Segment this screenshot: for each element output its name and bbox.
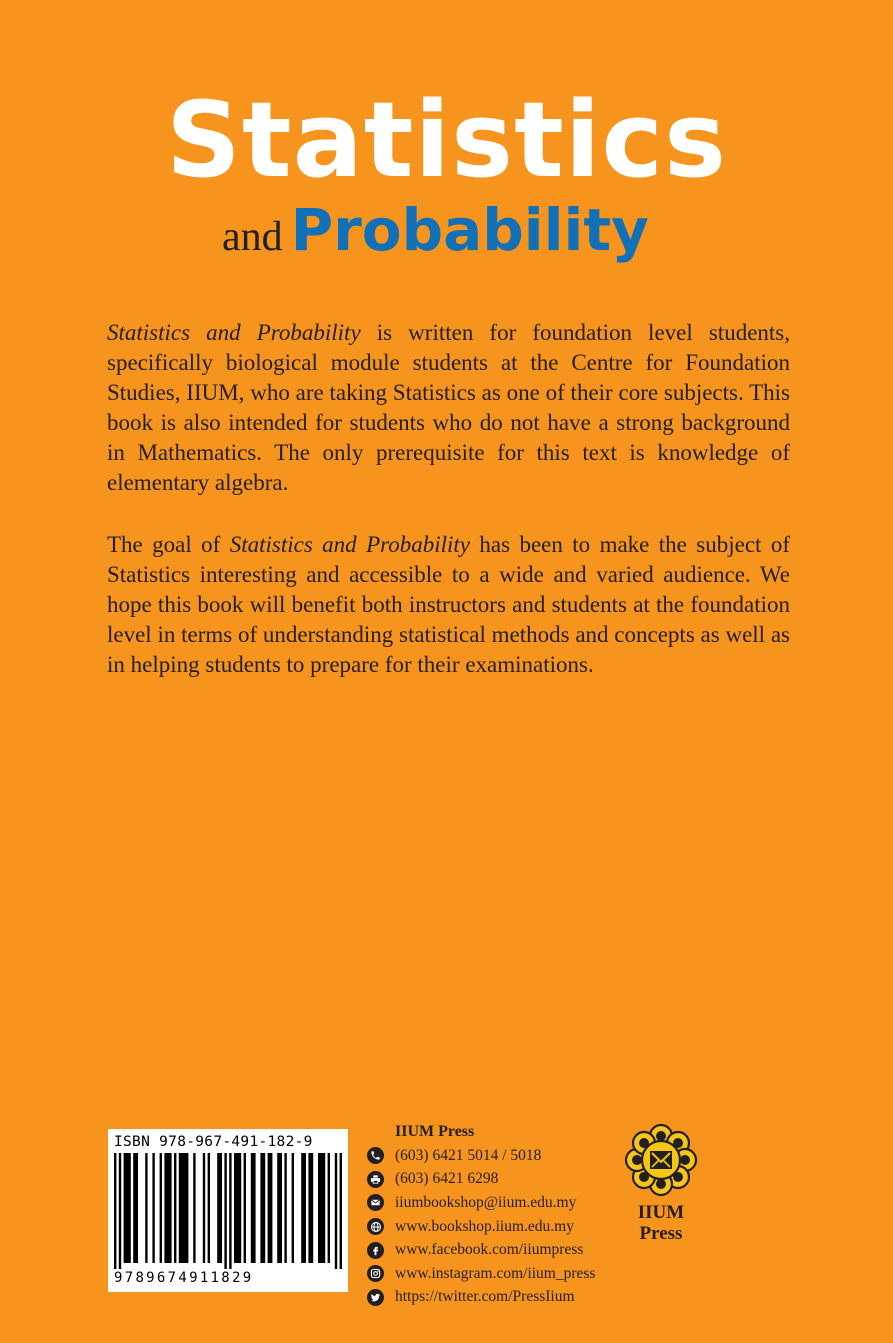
contact-text: (603) 6421 6298 <box>395 1170 499 1188</box>
iium-press-logo <box>623 1122 699 1244</box>
barcode-bar <box>301 1153 306 1263</box>
barcode-bar <box>268 1153 273 1263</box>
book-title-italic: Statistics and Probability <box>107 320 361 345</box>
barcode-bar <box>328 1153 330 1263</box>
contact-fax <box>367 1168 595 1192</box>
contact-facebook <box>367 1238 595 1262</box>
barcode-bar <box>234 1153 241 1263</box>
instagram-icon <box>367 1265 384 1282</box>
blurb-text: has been to make the subject of Statistics interesting and accessible to a wide and varied audience. We hope this book will benefit both instructors and students at the foundation level in terms of understanding statistical methods and concepts as well as in helping students to prepare for their examinations. <box>107 532 790 677</box>
contact-text: www.instagram.com/iium_press <box>395 1264 596 1282</box>
globe-icon <box>367 1218 384 1235</box>
barcode-bar <box>217 1153 222 1263</box>
title-probability: Probability <box>290 196 649 264</box>
barcode-bars <box>114 1153 342 1269</box>
email-icon <box>367 1194 384 1211</box>
contact-text: www.facebook.com/iiumpress <box>395 1241 584 1259</box>
logo-text-press: Press <box>639 1223 683 1244</box>
blurb-paragraph-1 <box>107 318 790 498</box>
barcode-bar <box>174 1153 176 1263</box>
facebook-icon <box>367 1242 384 1259</box>
barcode-bar <box>160 1153 162 1263</box>
barcode-bar <box>292 1153 294 1263</box>
title-statistics: Statistics <box>166 79 727 201</box>
barcode-bar <box>179 1153 189 1263</box>
publisher-contact <box>367 1122 595 1309</box>
fax-icon <box>367 1171 384 1188</box>
barcode-bar <box>203 1153 205 1263</box>
barcode-bar <box>124 1153 131 1263</box>
book-title-italic: Statistics and Probability <box>229 532 470 557</box>
contact-text: iiumbookshop@iium.edu.my <box>395 1193 577 1211</box>
contact-text: (603) 6421 5014 / 5018 <box>395 1146 542 1164</box>
isbn-digits: 9789674911829 <box>114 1270 254 1286</box>
barcode-bar <box>308 1153 313 1263</box>
barcode-bar <box>119 1153 121 1269</box>
barcode-bar <box>335 1153 337 1269</box>
contact-phone <box>367 1144 595 1168</box>
contact-text: www.bookshop.iium.edu.my <box>395 1217 574 1235</box>
barcode-bar <box>277 1153 282 1263</box>
contact-website <box>367 1215 595 1239</box>
twitter-icon <box>367 1289 384 1306</box>
barcode-bar <box>133 1153 138 1263</box>
barcode-bar <box>244 1153 246 1263</box>
title-and: and <box>222 214 283 260</box>
title-subline <box>222 196 649 264</box>
contact-twitter <box>367 1286 595 1310</box>
phone-icon <box>367 1147 384 1164</box>
blurb-paragraph-2 <box>107 530 790 680</box>
iium-emblem <box>623 1122 699 1198</box>
barcode-bar <box>164 1153 171 1263</box>
publisher-name: IIUM Press <box>395 1123 475 1140</box>
barcode-bar <box>208 1153 210 1263</box>
barcode-bar <box>284 1153 286 1263</box>
barcode-bar <box>145 1153 147 1263</box>
blurb-text: The goal of <box>107 532 230 557</box>
barcode-bar <box>193 1153 195 1263</box>
blurb-text: is written for foundation level students, specifically biological module students at the Centre for Foundation Studies, IIUM, who are taking Statistics as one of their core subjects. This book is also intended for students who do not have a strong background in Mathematics. The only prerequisite for this text is knowledge of elementary algebra. <box>107 320 790 495</box>
barcode-bar <box>318 1153 325 1263</box>
barcode-bar <box>251 1153 256 1263</box>
contact-text: https://twitter.com/PressIium <box>395 1288 575 1306</box>
barcode-bar <box>114 1153 116 1269</box>
logo-text-iium: IIUM <box>637 1202 685 1223</box>
barcode-bar <box>260 1153 265 1263</box>
isbn-barcode <box>108 1129 348 1292</box>
contact-instagram <box>367 1262 595 1286</box>
contact-email <box>367 1191 595 1215</box>
barcode-bar <box>229 1153 231 1269</box>
barcode-bar <box>340 1153 342 1269</box>
barcode-bar <box>152 1153 154 1263</box>
isbn-label: ISBN 978-967-491-182-9 <box>114 1134 313 1150</box>
barcode-bar <box>224 1153 226 1269</box>
